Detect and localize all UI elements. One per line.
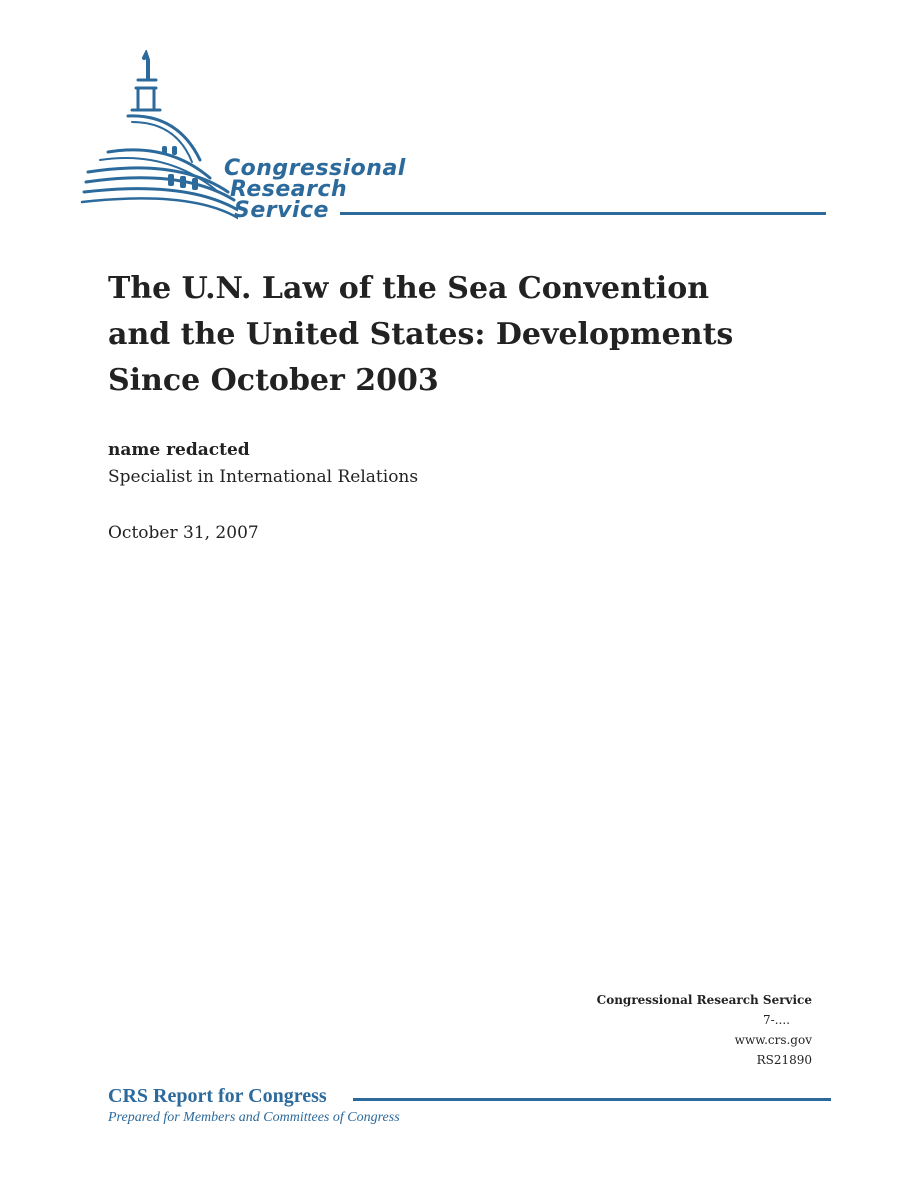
report-number: RS21890 [756, 1053, 812, 1067]
capitol-dome-icon [78, 50, 238, 225]
footer-subtitle: Prepared for Members and Committees of Congress [108, 1110, 400, 1125]
report-title-line: The U.N. Law of the Sea Convention [108, 271, 710, 306]
footer-title: CRS Report for Congress [108, 1085, 327, 1107]
report-title-line: and the United States: Developments [108, 317, 734, 352]
crs-code: 7-.... [763, 1013, 790, 1027]
crs-logo [78, 50, 838, 230]
crs-info-block [597, 990, 812, 1070]
logo-rule [340, 212, 826, 215]
footer-rule [353, 1098, 831, 1101]
logo-text-congressional: Congressional [224, 156, 406, 181]
author-name: name redacted [108, 440, 250, 460]
logo-text-research: Research [230, 177, 348, 202]
report-title [108, 266, 748, 404]
crs-name: Congressional Research Service [596, 993, 812, 1007]
author-role: Specialist in International Relations [108, 467, 419, 487]
report-title-line: Since October 2003 [108, 363, 439, 398]
report-date: October 31, 2007 [108, 523, 259, 543]
crs-website: www.crs.gov [734, 1033, 812, 1047]
logo-text-service: Service [234, 198, 329, 223]
